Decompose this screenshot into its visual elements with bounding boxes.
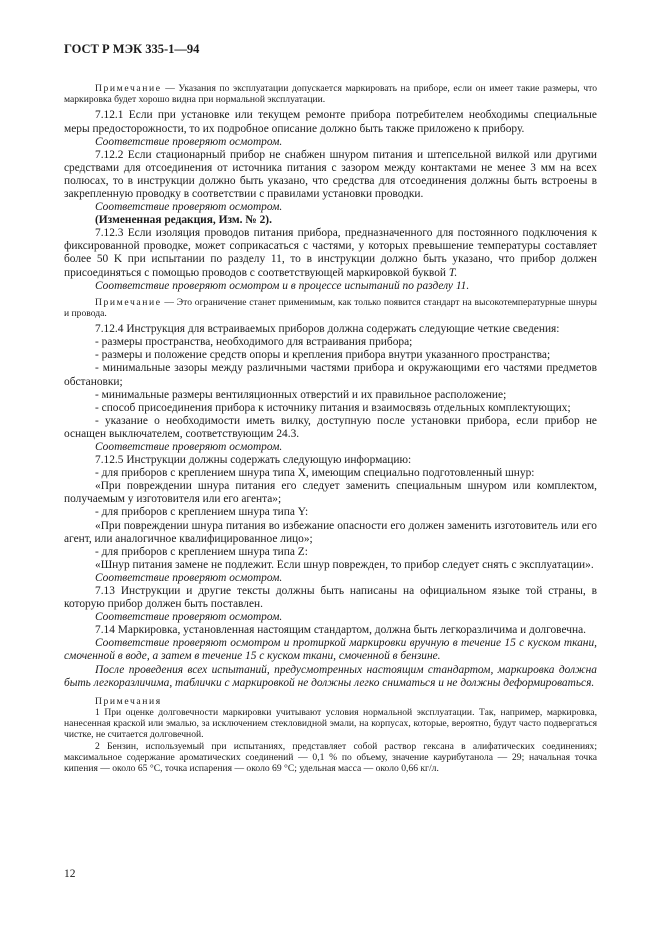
compliance-check: Соответствие проверяют осмотром.	[95, 135, 283, 148]
after-tests-requirement: После проведения всех испытаний, предусмотренных настоящим стандартом, маркировка должна быть легкоразличима, таблички с маркировкой не должны легко сниматься и не должны деформироваться.	[64, 663, 597, 689]
cord-type-z-quote: «Шнур питания замене не подлежит. Если шнур поврежден, то прибор следует снять с эксплуатации».	[95, 558, 594, 571]
note-high-temp-cords	[64, 297, 597, 319]
clause-7-12-5: 7.12.5 Инструкции должны содержать следующую информацию:	[95, 454, 412, 467]
list-item: - указание о необходимости иметь вилку, доступную после установки прибора, если прибор не оснащен выключателем, соответствующим 24.3.	[64, 414, 597, 440]
note-label: Примечание	[95, 296, 162, 308]
document-page	[64, 42, 597, 774]
cord-type-x-quote: «При повреждении шнура питания его следует заменить специальным шнуром или комплектом, получаемым у изготовителя или его агента»;	[64, 480, 597, 506]
list-item: - размеры и положение средств опоры и крепления прибора внутри указанного пространства;	[95, 349, 551, 362]
clause-7-12-2: 7.12.2 Если стационарный прибор не снабжен шнуром питания и штепсельной вилкой или другими средствами для отсоединения от источника питания с зазором между контактами не менее 3 мм на всех полюсах, то в инструкции должно быть указано, что средства для отсоединения должны быть встроены в закрепленную проводку в соответствии с правилами установки проводки.	[64, 148, 597, 200]
compliance-check-tests: Соответствие проверяют осмотром и в процессе испытаний по разделу 11.	[95, 279, 470, 292]
list-item: - минимальные размеры вентиляционных отверстий и их правильное расположение;	[95, 388, 507, 401]
list-item: - способ присоединения прибора к источнику питания и взаимосвязь отдельных комплектующих;	[95, 401, 571, 414]
list-item: - минимальные зазоры между различными частями прибора и окружающими его частями предметов обстановки;	[64, 362, 597, 388]
compliance-check: Соответствие проверяют осмотром.	[95, 201, 283, 214]
compliance-check-rubbing: Соответствие проверяют осмотром и протиркой маркировки вручную в течение 15 с куском ткани, смоченной в воде, а затем в течение 15 с куском ткани, смоченной в бензине.	[64, 637, 597, 663]
clause-7-12-1: 7.12.1 Если при установке или текущем ремонте прибора потребителем необходимы специальные меры предосторожности, то их подробное описание должно быть также приложено к прибору.	[64, 109, 597, 135]
final-note-1: 1 При оценке долговечности маркировки учитывают условия нормальной эксплуатации. Так, например, маркировка, нанесенная краской или эмалью, за исключением стекловидной эмали, на корпусах, которые, вероятно, будут часто подвергаться чистке, не считается долговечной.	[64, 706, 597, 741]
note-display-marking	[64, 83, 597, 105]
clause-7-12-4: 7.12.4 Инструкция для встраиваемых приборов должна содержать следующие четкие сведения:	[95, 323, 560, 336]
cord-type-y-quote: «При повреждении шнура питания во избежание опасности его должен заменить изготовитель или его агент, или аналогичное квалифицированное лицо»;	[64, 519, 597, 545]
cord-type-y-intro: - для приборов с креплением шнура типа Y:	[95, 506, 309, 519]
cord-type-z-intro: - для приборов с креплением шнура типа Z:	[95, 545, 308, 558]
clause-7-13: 7.13 Инструкции и другие тексты должны быть написаны на официальном языке той страны, в которую прибор должен быть поставлен.	[64, 585, 597, 611]
clause-7-12-3	[64, 227, 597, 279]
cord-type-x-intro: - для приборов с креплением шнура типа X, имеющим специально подготовленный шнур:	[95, 467, 535, 480]
page-header: ГОСТ Р МЭК 335-1—94	[64, 42, 200, 56]
note-text: — Это ограничение станет применимым, как только появится стандарт на высокотемпературные шнуры и провода.	[64, 296, 597, 319]
compliance-check: Соответствие проверяют осмотром.	[95, 571, 283, 584]
list-item: - размеры пространства, необходимого для встраивания прибора;	[95, 336, 413, 349]
compliance-check: Соответствие проверяют осмотром.	[95, 611, 283, 624]
note-label: Примечание	[95, 83, 162, 94]
compliance-check: Соответствие проверяют осмотром.	[95, 440, 283, 453]
clause-7-14: 7.14 Маркировка, установленная настоящим стандартом, должна быть легкоразличима и долговечна.	[95, 624, 586, 637]
page-number: 12	[64, 868, 76, 880]
final-note-2: 2 Бензин, используемый при испытаниях, представляет собой раствор гексана в алифатических соединениях; максимальное содержание ароматических соединений — 0,1 % по объему, значение каурибутанола — 29; начальная точка кипения — около 65 °С, точка испарения — около 69 °С; удельная масса — около 0,66 кг/л.	[64, 740, 597, 774]
marking-letter: T.	[448, 266, 458, 279]
clause-7-12-3-text: 7.12.3 Если изоляция проводов питания прибора, предназначенного для постоянного подключения к фиксированной проводке, может соприкасаться с частями, у которых превышение температуры составляет более 50 K при испытании по разделу 11, то в инструкции должно быть указано, что прибор должен присоединяться с помощью проводов с соответствующей маркировкой буквой	[64, 227, 597, 279]
note-text: — Указания по эксплуатации допускается маркировать на приборе, если он имеет такие размеры, что маркировка будет хорошо видна при нормальной эксплуатации.	[64, 83, 597, 106]
notes-heading: Примечания	[95, 695, 162, 707]
amendment-note: (Измененная редакция, Изм. № 2).	[95, 214, 272, 227]
